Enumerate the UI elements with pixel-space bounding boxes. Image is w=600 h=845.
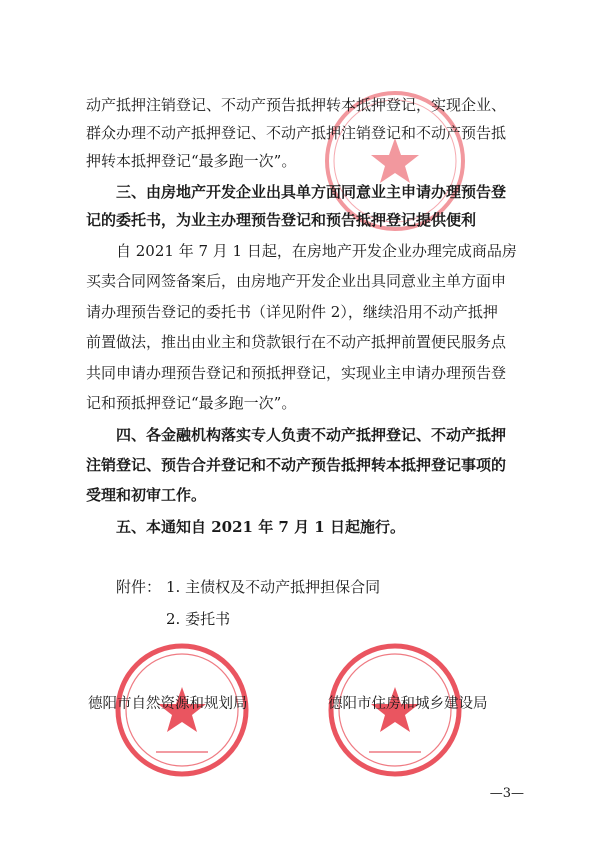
section3-heading: 记的委托书，为业主办理预告登记和预告抵押登记提供便利 (86, 211, 477, 229)
section4-line: 四、各金融机构落实专人负责不动产抵押登记、不动产抵押 (116, 426, 507, 444)
attachment-item: 1. 主债权及不动产抵押担保合同 (166, 578, 381, 596)
section3-heading: 三、由房地产开发企业出具单方面同意业主申请办理预告登 (116, 183, 507, 201)
section5-line: 五、本通知自 2021 年 7 月 1 日起施行。 (116, 518, 405, 536)
section4-line: 注销登记、预告合并登记和不动产预告抵押转本抵押登记事项的 (86, 456, 507, 474)
paragraph1-line: 动产抵押注销登记、不动产预告抵押转本抵押登记，实现企业、 (86, 96, 507, 114)
section3-body-line: 请办理预告登记的委托书（详见附件 2），继续沿用不动产抵押 (86, 303, 498, 321)
paragraph1-line: 押转本抵押登记“最多跑一次”。 (86, 152, 297, 170)
section3-body-line: 买卖合同网签备案后，由房地产开发企业出具同意业主单方面申 (86, 272, 507, 290)
seal-star-icon (371, 138, 419, 183)
paragraph1-line: 群众办理不动产抵押登记、不动产抵押注销登记和不动产预告抵 (86, 124, 507, 142)
section3-body-line: 前置做法，推出由业主和贷款银行在不动产抵押前置便民服务点 (86, 333, 507, 351)
attachment-item: 2. 委托书 (166, 610, 231, 628)
section3-body-line: 自 2021 年 7 月 1 日起，在房地产开发企业办理完成商品房 (116, 242, 517, 260)
attachments-label: 附件： (116, 578, 162, 596)
signature-right: 德阳市住房和城乡建设局 (328, 696, 488, 712)
section3-body-line: 记和预抵押登记“最多跑一次”。 (86, 394, 297, 412)
page-number: —3— (489, 786, 524, 801)
section4-line: 受理和初审工作。 (86, 486, 207, 504)
section3-body-line: 共同申请办理预告登记和预抵押登记，实现业主申请办理预告登 (86, 364, 507, 382)
signature-left: 德阳市自然资源和规划局 (88, 696, 248, 712)
